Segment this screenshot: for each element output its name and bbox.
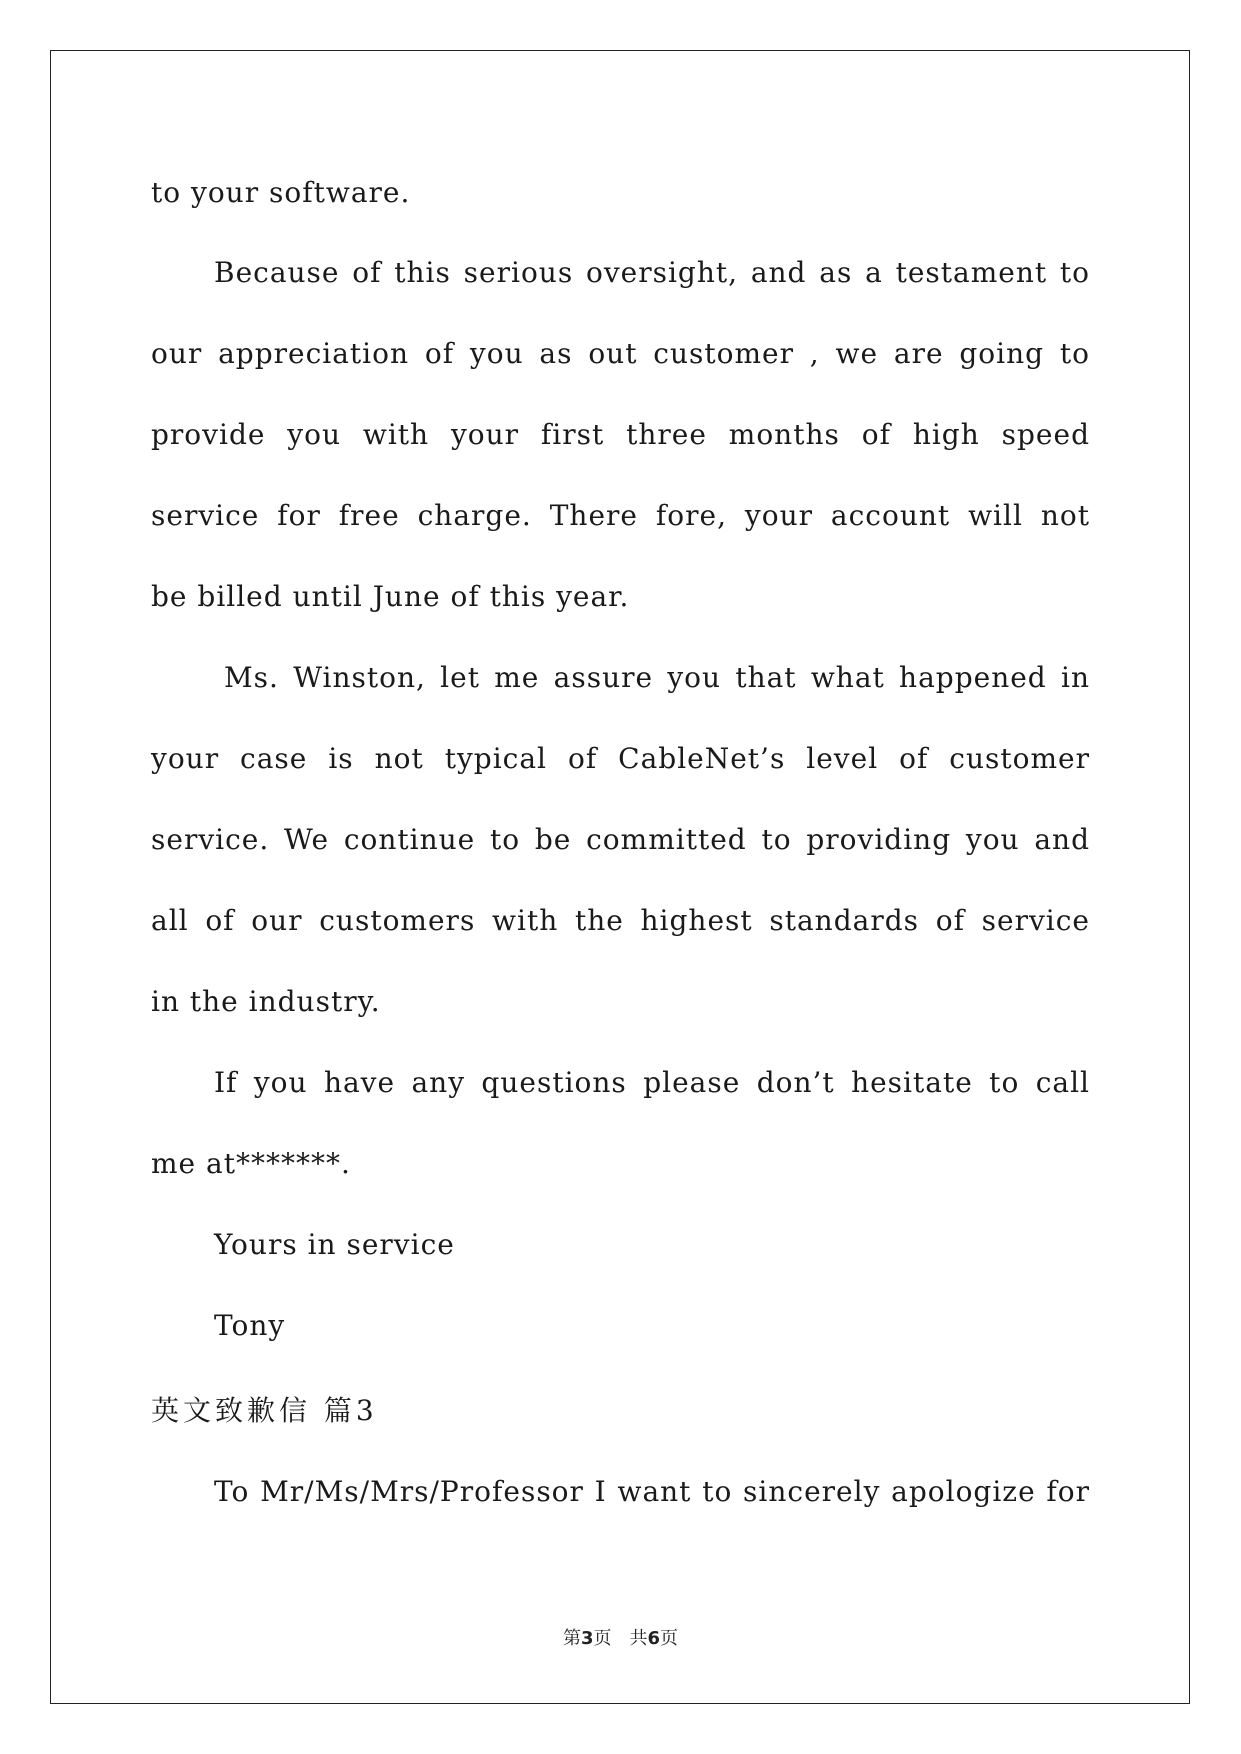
text-line: Because of this serious oversight, and as a testament to	[214, 256, 1090, 289]
text-line: to your software.	[151, 176, 411, 209]
current-page-number: 3	[580, 1628, 594, 1649]
page-footer	[0, 1628, 1241, 1650]
footer-suffix: 页	[660, 1628, 679, 1649]
text-line: service for free charge. There fore, your account will not	[151, 499, 1090, 532]
closing-line: Yours in service	[214, 1228, 455, 1261]
text-line: service. We continue to be committed to providing you and	[151, 823, 1090, 856]
footer-mid: 页	[593, 1628, 612, 1649]
text-line: our appreciation of you as out customer , we are going to	[151, 337, 1090, 370]
text-line: your case is not typical of CableNet’s level of customer	[151, 742, 1090, 775]
signature-name: Tony	[214, 1309, 286, 1342]
page-border	[50, 50, 1190, 1704]
text-line: be billed until June of this year.	[151, 580, 630, 613]
text-line: To Mr/Ms/Mrs/Professor I want to sincerely apologize for	[214, 1475, 1090, 1508]
text-line: in the industry.	[151, 985, 381, 1018]
footer-total-prefix: 共	[629, 1628, 648, 1649]
text-line: If you have any questions please don’t hesitate to call	[214, 1066, 1090, 1099]
footer-prefix: 第	[562, 1628, 581, 1649]
text-line: me at*******.	[151, 1147, 351, 1180]
text-line: Ms. Winston, let me assure you that what happened in	[224, 661, 1090, 694]
section-heading: 英文致歉信 篇3	[151, 1394, 378, 1427]
total-page-number: 6	[647, 1628, 661, 1649]
text-line: provide you with your first three months of high speed	[151, 418, 1090, 451]
text-line: all of our customers with the highest standards of service	[151, 904, 1090, 937]
